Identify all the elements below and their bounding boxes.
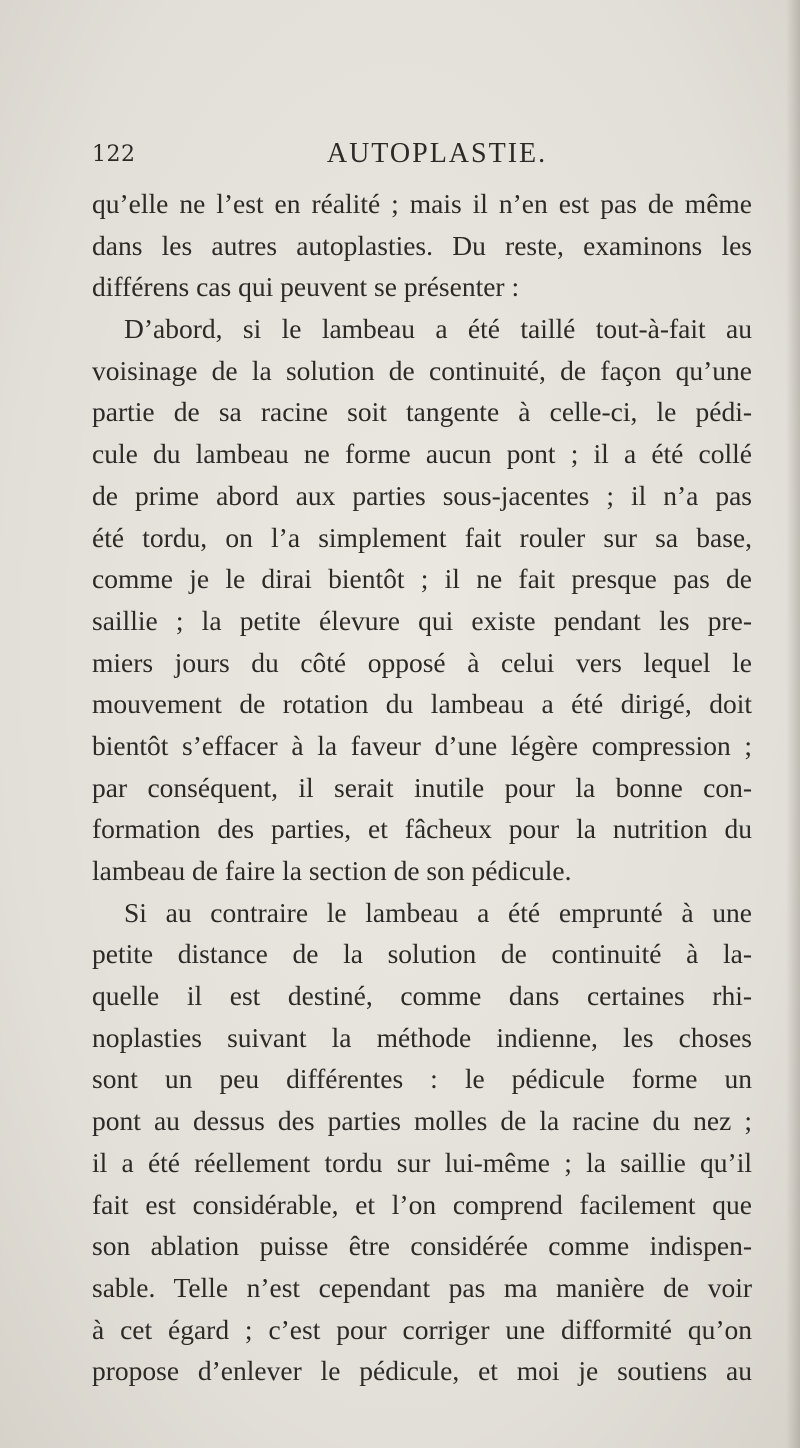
text-line: son ablation puisse être considérée comme indispen- bbox=[92, 1230, 752, 1262]
text-line: formation des parties, et fâcheux pour la nutrition du bbox=[92, 813, 752, 845]
text-line: saillie ; la petite élevure qui existe pendant les pre- bbox=[92, 604, 752, 636]
text-line: bientôt s’effacer à la faveur d’une légère compression ; bbox=[92, 729, 752, 761]
text-line: comme je le dirai bientôt ; il ne fait presque pas de bbox=[92, 563, 752, 595]
text-line: il a été réellement tordu sur lui-même ; la saillie qu’il bbox=[92, 1146, 752, 1178]
text-line: qu’elle ne l’est en réalité ; mais il n’en est pas de même bbox=[92, 188, 752, 219]
text-line: miers jours du côté opposé à celui vers lequel le bbox=[92, 646, 752, 678]
text-line: par conséquent, il serait inutile pour la bonne con- bbox=[92, 771, 752, 803]
page-edge-shadow bbox=[786, 0, 800, 1448]
text-line: sable. Telle n’est cependant pas ma manière de voir bbox=[92, 1271, 752, 1303]
text-line: différens cas qui peuvent se présenter : bbox=[92, 271, 520, 303]
text-line: cule du lambeau ne forme aucun pont ; il a été collé bbox=[92, 438, 752, 470]
body-text bbox=[92, 183, 752, 1392]
text-line: fait est considérable, et l’on comprend facilement que bbox=[92, 1188, 752, 1220]
text-line: D’abord, si le lambeau a été taillé tout-à-fait au bbox=[124, 313, 752, 345]
text-line: Si au contraire le lambeau a été emprunté à une bbox=[124, 896, 752, 928]
text-line: été tordu, on l’a simplement fait rouler sur sa base, bbox=[92, 521, 752, 553]
text-line: noplasties suivant la méthode indienne, les choses bbox=[92, 1021, 752, 1053]
text-line: pont au dessus des parties molles de la racine du nez ; bbox=[92, 1105, 752, 1137]
text-line: à cet égard ; c’est pour corriger une difformité qu’on bbox=[92, 1313, 752, 1345]
page-number: 122 bbox=[92, 142, 136, 167]
page-header bbox=[92, 138, 752, 174]
text-line: lambeau de faire la section de son pédicule. bbox=[92, 855, 572, 886]
text-line: quelle il est destiné, comme dans certaines rhi- bbox=[92, 980, 752, 1012]
text-line: de prime abord aux parties sous-jacentes ; il n’a pas bbox=[92, 479, 752, 511]
text-line: voisinage de la solution de continuité, de façon qu’une bbox=[92, 354, 752, 386]
text-line: partie de sa racine soit tangente à celle-ci, le pédi- bbox=[92, 396, 752, 428]
text-line: propose d’enlever le pédicule, et moi je soutiens au bbox=[92, 1355, 752, 1387]
text-line: dans les autres autoplasties. Du reste, examinons les bbox=[92, 229, 752, 261]
text-line: petite distance de la solution de continuité à la- bbox=[92, 938, 752, 970]
running-title: AUTOPLASTIE. bbox=[326, 138, 548, 169]
text-line: sont un peu différentes : le pédicule forme un bbox=[92, 1063, 752, 1095]
text-line: mouvement de rotation du lambeau a été dirigé, doit bbox=[92, 688, 752, 720]
